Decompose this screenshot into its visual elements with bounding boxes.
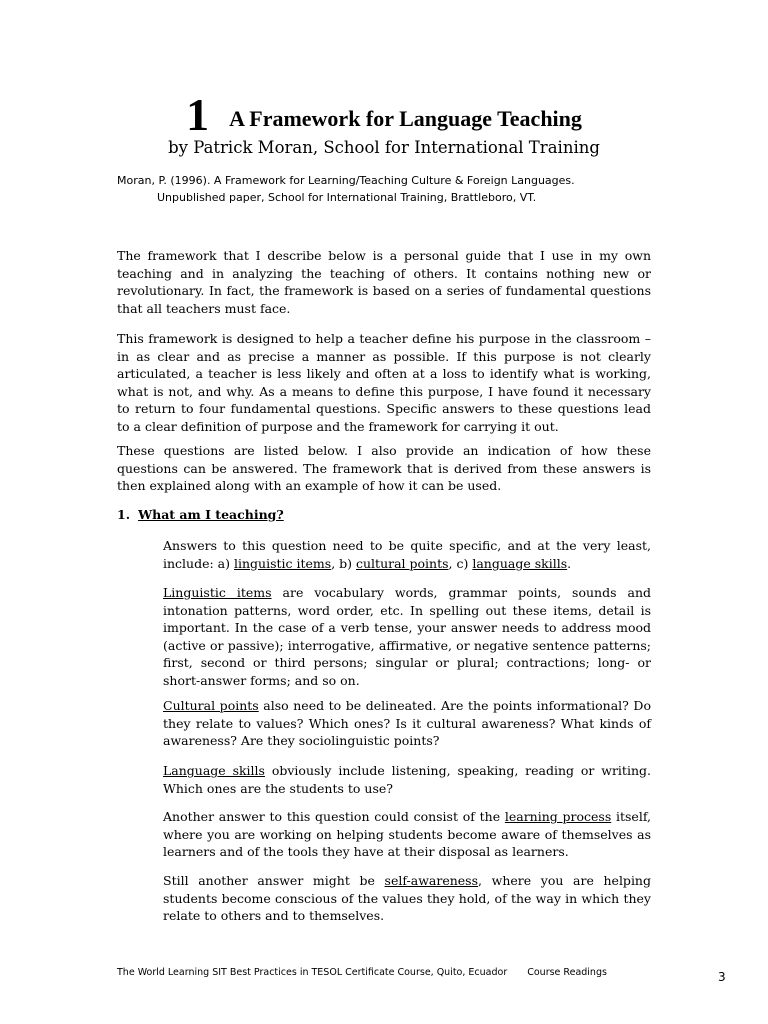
language-skills-paragraph bbox=[163, 762, 651, 797]
answers-end: . bbox=[567, 555, 572, 571]
term-linguistic-items: linguistic items bbox=[233, 555, 332, 571]
learning-process-text: itself, where you are working on helping students become aware of themselves as learners and of the tools they have at their disposal as learners. bbox=[163, 809, 651, 860]
citation bbox=[117, 172, 677, 206]
chapter-heading bbox=[0, 88, 768, 141]
cultural-points-text: also need to be delineated. Are the points informational? Do they relate to values? Which ones? Is it cultural awareness? What kinds of awareness? Are they sociolinguistic points? bbox=[163, 698, 651, 749]
learning-process-paragraph bbox=[163, 808, 651, 861]
section-title: What am I teaching? bbox=[138, 507, 284, 522]
page-footer bbox=[117, 967, 607, 978]
term-cultural-points: cultural points bbox=[356, 555, 449, 571]
intro-paragraph: The framework that I describe below is a personal guide that I use in my own teaching and in analyzing the teaching of others. It contains nothing new or revolutionary. In fact, the framework is based on a series of fundamental questions that all teachers must face. bbox=[117, 248, 651, 316]
answers-paragraph bbox=[163, 537, 651, 572]
purpose-paragraph: This framework is designed to help a teacher define his purpose in the classroom – in as clear and as precise a manner as possible. If this purpose is not clearly articulated, a teacher is less likely and often at a loss to identify what is working, what is not, and why. As a means to define this purpose, I have found it necessary to return to four fundamental questions. Specific answers to these questions lead to a clear definition of purpose and the framework for carrying it out. bbox=[117, 331, 651, 434]
self-awareness-term: self-awareness bbox=[384, 873, 479, 888]
section-number: 1. bbox=[117, 507, 131, 522]
footer-course-name: The World Learning SIT Best Practices in TESOL Certificate Course, Quito, Ecuador bbox=[117, 967, 508, 978]
citation-line-2: Unpublished paper, School for International Training, Brattleboro, VT. bbox=[157, 191, 537, 204]
answers-sep-1: , b) bbox=[331, 555, 356, 571]
cultural-points-term: Cultural points bbox=[163, 698, 259, 713]
section-heading bbox=[117, 507, 284, 522]
self-awareness-paragraph bbox=[163, 872, 651, 925]
answers-sep-2: , c) bbox=[448, 555, 473, 571]
answers-prefix: Answers to this question need to be quite specific, and at the very least, include: a) bbox=[163, 538, 651, 571]
linguistic-items-text: are vocabulary words, grammar points, sounds and intonation patterns, word order, etc. In spelling out these items, detail is important. In the case of a verb tense, your answer needs to address mood (active or passive); interrogative, affirmative, or negative sentence patterns; first, second or third persons; singular or plural; contractions; long- or short-answer forms; and so on. bbox=[163, 585, 652, 688]
page-number: 3 bbox=[718, 970, 726, 984]
learning-process-term: learning process bbox=[504, 809, 612, 824]
chapter-number: 1 bbox=[186, 89, 210, 140]
author-byline: by Patrick Moran, School for International Training bbox=[168, 138, 600, 157]
linguistic-items-paragraph bbox=[163, 584, 651, 690]
cultural-points-paragraph bbox=[163, 697, 651, 750]
self-awareness-prefix: Still another answer might be bbox=[163, 873, 385, 888]
term-language-skills: language skills bbox=[472, 555, 568, 571]
linguistic-items-term: Linguistic items bbox=[163, 585, 272, 600]
language-skills-text: obviously include listening, speaking, reading or writing. Which ones are the students to use? bbox=[163, 763, 651, 796]
citation-line-1: Moran, P. (1996). A Framework for Learning/Teaching Culture & Foreign Languages. bbox=[117, 174, 575, 187]
self-awareness-text: , where you are helping students become conscious of the values they hold, of the way in which they relate to others and to themselves. bbox=[163, 873, 651, 924]
chapter-title: A Framework for Language Teaching bbox=[229, 106, 582, 131]
footer-section: Course Readings bbox=[527, 967, 607, 978]
language-skills-term: Language skills bbox=[163, 763, 265, 778]
questions-paragraph: These questions are listed below. I also provide an indication of how these questions can be answered. The framework that is derived from these answers is then explained along with an example of how it can be used. bbox=[117, 443, 651, 494]
learning-process-prefix: Another answer to this question could consist of the bbox=[163, 809, 505, 824]
